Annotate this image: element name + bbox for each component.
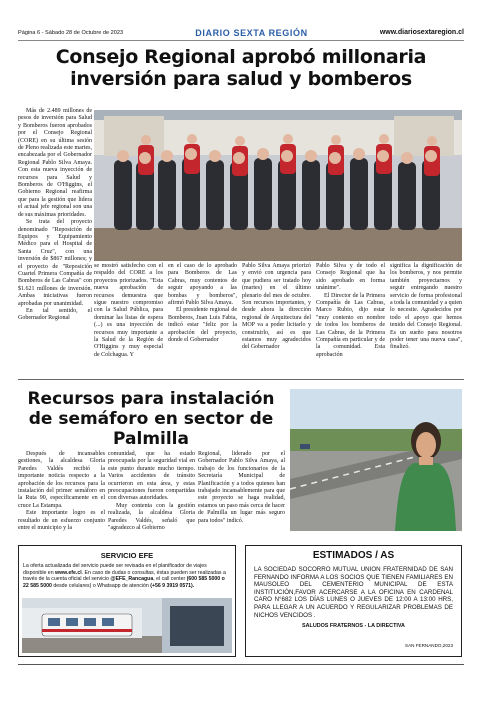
article1-paragraph: Pablo Silva y de todo el Consejo Regional que ha sido aprobado en forma unánime". [316, 263, 385, 292]
efe-text-part: . En caso de dudas o consultas, éstas pueden ser realizadas a través de la cuenta oficial del servicio [23, 569, 226, 583]
article1-paragraph: El Director de la Primera Compañía de Las Cabras, Marco Rubio, dijo estar "muy contento en nombre de todos los bomberos de Las Cabras, de la Primera Compañía en particular y de la comunidad. Esta aprobación [316, 292, 385, 358]
page-date: Página 6 - Sábado 28 de Octubre de 2023 [18, 29, 124, 36]
article2-paragraph: Este importante logro es el resultado de un esfuerzo conjunto entre el municipio y la [18, 510, 105, 532]
efe-text-part: , el call center [153, 576, 186, 583]
article1-paragraph: se mostró satisfecho con el respaldo del CORE a los proyectos priorizados. "Esta nueva aprobación de recursos demuestra que sigue nuestro compromiso con la Salud Pública, para dominar las listas de espera (...) es una inyección de recursos muy importante a la Salud de la Región de O'Higgins y muy especial de Colchagua. Y [94, 263, 163, 358]
efe-text-part: La oferta actualizada del servicio puede ser revisada en el planificador de viajes disponible en [23, 563, 207, 576]
article2-paragraph: Regional, liderado por el Gobernador Pablo Silva Amaya, al trabajo de los funcionarios de la Secretaría Municipal de Planificación y a todos quienes han trabajado incansablemente para que este proyecto se haga realidad, estamos un paso más cerca de hacer de Palmilla un lugar más seguro para todos" indicó. [198, 451, 285, 524]
article1-paragraph: en el caso de lo aprobado para Bomberos de Las Cabras, muy contentos de seguir apoyando a las bombas y bomberos", afirmó Pablo Silva Amaya. [168, 263, 237, 307]
article2-paragraph: Después de incansables gestiones, la alcaldesa Gloria Paredes Valdés recibió la importante noticia respecto a la aprobación de los recursos para la instalación del primer semáforo en la Ruta 90, específicamente en el cruce La Estampa. [18, 451, 105, 509]
article1-paragraph: Más de 2.489 millones de pesos de inversión para Salud y Bomberos fueron aprobados por el Consejo Regional (CORE) en su última sesión de Pleno realizada este martes, encabezada por el Gobernador Regional Pablo Silva Amaya. Con esta nueva inyección de recursos para Salud y Bomberos de O'Higgins, el Gobierno Regional reafirma que para la gestión que lidera el actual jefe regional son una de sus máximas prioridades. [18, 108, 92, 218]
article1-paragraph: significa la dignificación de los bomberos, y nos permite también proyectarnos y seguir entregando nuestro servicio de forma profesional a toda la comunidad y a quien lo necesite. Agradecidos por todo el apoyo que hemos tenido del Consejo Regional. Es un sueño para nosotros poder tener una nueva casa", finalizó. [390, 263, 462, 351]
notice-box [245, 545, 462, 657]
council-group-photo [94, 110, 462, 261]
article1-headline: Consejo Regional aprobó millonaria inversión para salud y bomberos [55, 46, 427, 90]
article1-column-4 [242, 263, 311, 352]
article1-column-1 [18, 108, 92, 323]
article1-paragraph: Se trata del proyecto denominado "Reposición de Equipos y Equipamiento Médico para el Hospital de Santa Cruz", con una inversión de $867 millones; y el proyecto de "Reposición Cuartel Primera Compañía de Bomberos de Las Cabras" con $1.621 millones de inversión. Ambas iniciativas fueron aprobadas por unanimidad. [18, 219, 92, 307]
article2-headline: Recursos para instalación de semáforo en sector de Palmilla [27, 389, 275, 449]
page-bottom-rule [18, 664, 464, 665]
efe-train-photo [22, 598, 232, 653]
efe-link[interactable]: www.efe.cl [55, 569, 82, 576]
article1-paragraph: En tal sentido, el Gobernador Regional [18, 307, 92, 322]
article2-column-1 [18, 451, 105, 532]
article-divider [18, 379, 464, 380]
mayor-road-photo [290, 389, 462, 531]
notice-signature: SALUDOS FRATERNOS - LA DIRECTIVA [302, 623, 405, 630]
efe-title: SERVICIO EFE [100, 551, 154, 560]
section-title: DIARIO SEXTA REGIÓN [195, 27, 308, 38]
notice-footer: SAN FERNANDO,2023 [405, 643, 453, 648]
efe-text [19, 560, 235, 589]
article2-column-3 [198, 451, 285, 525]
efe-whatsapp: (+56 9 3919 0571). [150, 582, 195, 589]
article1-column-6 [390, 263, 462, 352]
notice-title: ESTIMADOS / AS [312, 550, 395, 561]
notice-body: LA SOCIEDAD SOCORRO MUTUAL UNION FRATERNIDAD DE SAN FERNANDO INFORMA A LOS SOCIOS QUE TIENEN FAMILIARES EN MAUSOLEO DEL CEMENTERIO MUNICIPAL DE ESTA INSTITUCIÓN,FAVOR ACERCARSE A LA OFICINA EN CARDENAL CARO N°682 LOS DÍAS LUNES O JUEVES DE 12:00 A 13:00 HRS, PARA LLEGAR A UN ACUERDO Y REGULARIZAR PROBLEMAS DE NICHOS VENCIDOS . [254, 566, 453, 619]
article1-column-2 [94, 263, 163, 359]
article1-paragraph: El presidente regional de Bomberos, Juan Luis Fabia, indicó estar "feliz por la aprobación del proyecto, donde el Gobernador [168, 307, 237, 344]
article1-column-5 [316, 263, 385, 359]
page-header [18, 25, 464, 41]
efe-phone: (600 585 5000 o 22 585 5000 [23, 576, 225, 589]
article1-paragraph: Pablo Silva Amaya priorizó y envió con urgencia para que pudiera ser tratado hoy (martes) en el último plenario del mes de octubre. Son recursos importantes, y desde ahora la dirección regional de Arquitectura del MOP va a poder licitarlo y construirlo, así es que estamos muy agradecidos del Gobernador [242, 263, 311, 351]
article2-column-2 [108, 451, 195, 532]
efe-text-part: desde celulares) o Whatsapp de atención [53, 582, 149, 589]
article1-column-3 [168, 263, 237, 344]
article2-paragraph: Muy contenta con la gestión realizada, la alcaldesa Gloria Paredes Valdés, señaló que "agradezco al Gobierno [108, 502, 195, 532]
article2-paragraph: comunidad, que ha estado preocupada por la seguridad vial en este punto durante mucho tiempo. Varios accidentes de tránsito ocurrieron en esta área, y estas preocupaciones fueron compartidas con diversas autoridades. [108, 451, 195, 502]
efe-service-box [18, 545, 236, 657]
website-link[interactable]: www.diariosextaregion.cl [379, 29, 464, 36]
efe-handle[interactable]: @EFE_Rancagua [110, 576, 154, 583]
